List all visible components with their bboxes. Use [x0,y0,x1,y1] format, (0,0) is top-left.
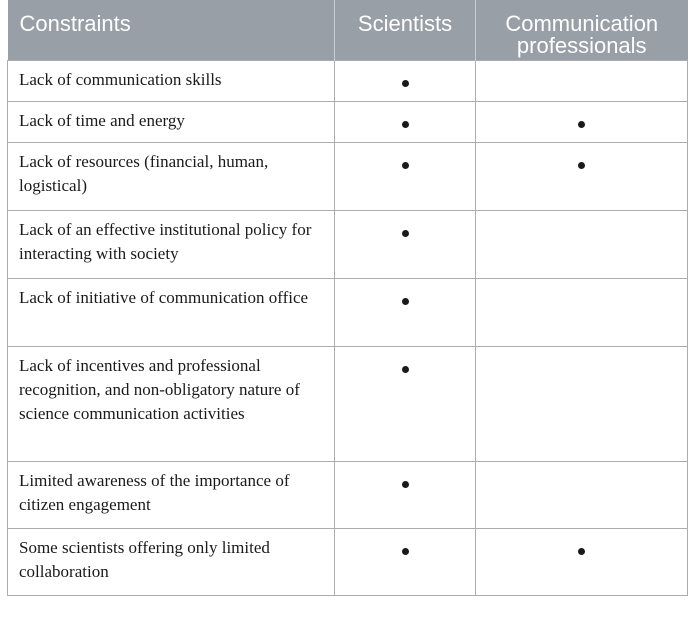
scientists-cell [335,210,476,278]
constraint-cell: Lack of resources (financial, human, logistical) [8,142,335,210]
communication-professionals-cell [476,210,688,278]
constraint-cell: Some scientists offering only limited collaboration [8,528,335,595]
bullet-mark [402,298,409,305]
table-row [8,278,688,346]
table-row [8,528,688,595]
constraint-cell: Lack of initiative of communication office [8,278,335,346]
communication-professionals-cell [476,101,688,142]
constraints-table [7,0,688,596]
bullet-mark [578,121,585,128]
bullet-mark [402,162,409,169]
table-row [8,346,688,461]
bullet-mark [402,366,409,373]
scientists-cell [335,60,476,101]
constraint-cell: Lack of time and energy [8,101,335,142]
table-body [8,60,688,595]
bullet-mark [402,481,409,488]
communication-professionals-cell [476,60,688,101]
constraint-cell: Lack of communication skills [8,60,335,101]
table-header [8,0,688,60]
bullet-mark [578,548,585,555]
bullet-mark [578,162,585,169]
communication-professionals-cell [476,461,688,528]
scientists-cell [335,346,476,461]
table-row [8,60,688,101]
bullet-mark [402,548,409,555]
constraint-cell: Lack of an effective institutional policy for interacting with society [8,210,335,278]
table-row [8,461,688,528]
table-row [8,142,688,210]
header-row [8,0,688,60]
header-scientists: Scientists [335,0,476,60]
scientists-cell [335,461,476,528]
scientists-cell [335,101,476,142]
header-communication-professionals: Communication professionals [476,0,688,60]
communication-professionals-cell [476,278,688,346]
bullet-mark [402,80,409,87]
table-row [8,101,688,142]
table-row [8,210,688,278]
header-constraints: Constraints [8,0,335,60]
communication-professionals-cell [476,528,688,595]
scientists-cell [335,528,476,595]
communication-professionals-cell [476,346,688,461]
constraint-cell: Lack of incentives and professional recognition, and non-obligatory nature of science communication activities [8,346,335,461]
bullet-mark [402,230,409,237]
scientists-cell [335,142,476,210]
bullet-mark [402,121,409,128]
communication-professionals-cell [476,142,688,210]
scientists-cell [335,278,476,346]
constraint-cell: Limited awareness of the importance of citizen engagement [8,461,335,528]
